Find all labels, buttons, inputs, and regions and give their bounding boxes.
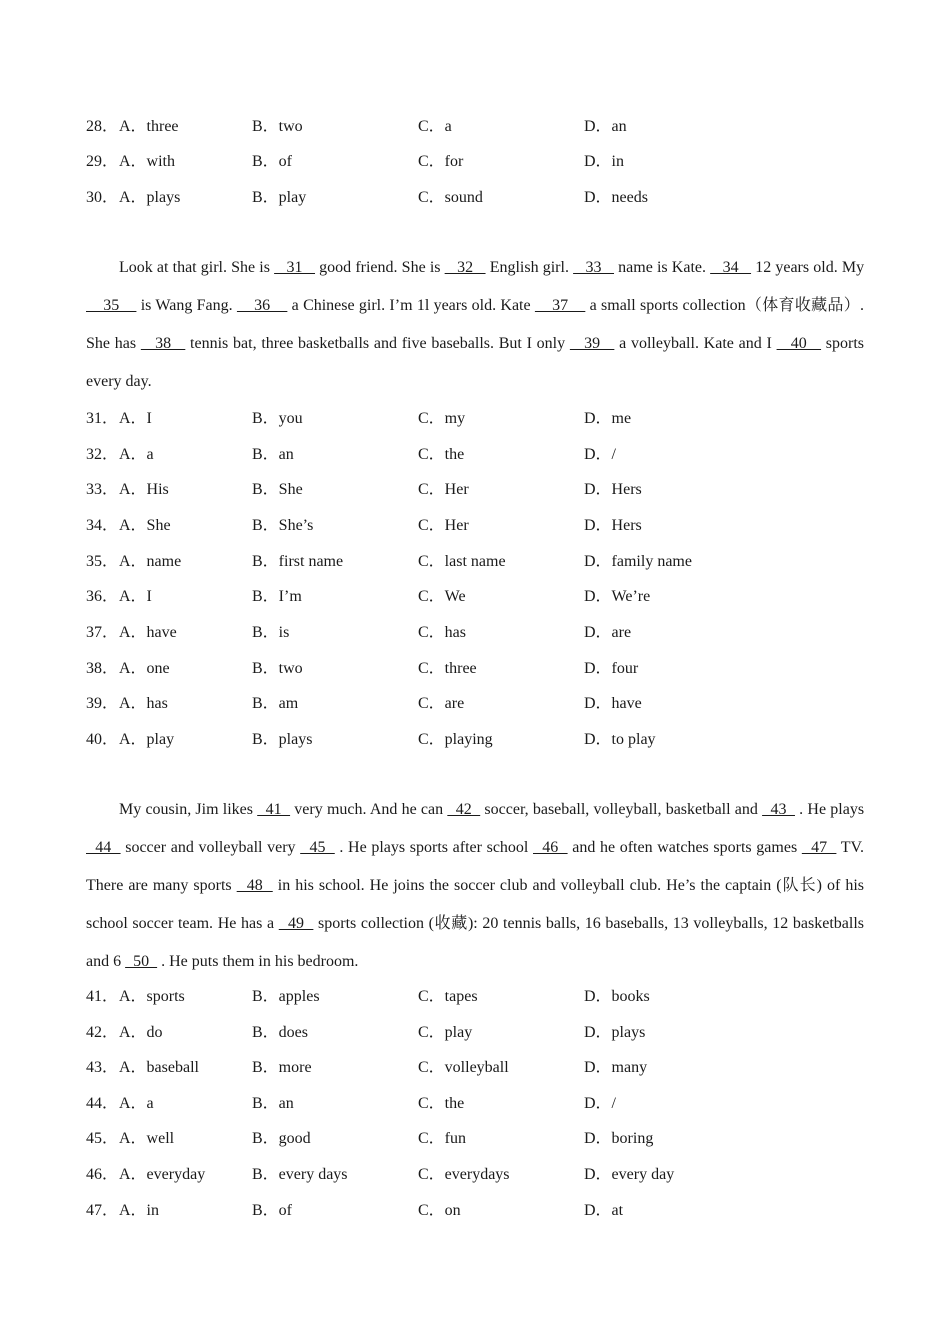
option-a: A．I <box>119 410 152 427</box>
passage-jim <box>86 791 864 981</box>
question-number: 40． <box>86 731 119 748</box>
option-c: C．are <box>418 695 465 712</box>
blank-32: 32 <box>444 259 486 276</box>
question-number: 41． <box>86 988 119 1005</box>
question-number: 28． <box>86 118 119 135</box>
passage-text: English girl. <box>485 259 574 276</box>
option-a: A．I <box>119 588 152 605</box>
option-c: C．for <box>418 153 464 170</box>
option-a: A．have <box>119 624 177 641</box>
option-d: D．We’re <box>584 588 651 605</box>
passage-text: good friend. She is <box>315 259 445 276</box>
option-d: D．to play <box>584 731 656 748</box>
option-a: A．with <box>119 153 176 170</box>
passage-text: soccer, baseball, volleyball, basketball and <box>480 801 763 818</box>
question-number: 34． <box>86 517 119 534</box>
passage-paragraph <box>86 249 864 401</box>
option-a: A．a <box>119 1095 154 1112</box>
passage-text: and he often watches sports games <box>567 839 802 856</box>
question-number: 35． <box>86 553 119 570</box>
option-d: D．at <box>584 1202 624 1219</box>
option-c: C．fun <box>418 1130 467 1147</box>
option-d: D．needs <box>584 189 648 206</box>
passage-text: Look at that girl. She is <box>119 259 275 276</box>
option-b: B．I’m <box>252 588 302 605</box>
option-a: A．baseball <box>119 1059 199 1076</box>
option-b: B．an <box>252 446 294 463</box>
question-row <box>86 115 866 139</box>
question-row <box>86 443 866 467</box>
blank-46: 46 <box>533 839 568 856</box>
question-number: 45． <box>86 1130 119 1147</box>
question-row <box>86 478 866 502</box>
blank-36: 36 <box>236 297 288 314</box>
option-b: B．She’s <box>252 517 314 534</box>
option-d: D．are <box>584 624 632 641</box>
question-row <box>86 585 866 609</box>
question-row <box>86 657 866 681</box>
passage-text: TV. There are many sports <box>86 839 865 894</box>
option-d: D．/ <box>584 1095 617 1112</box>
question-row <box>86 1163 866 1187</box>
option-b: B．of <box>252 1202 293 1219</box>
blank-39: 39 <box>569 335 615 352</box>
option-d: D．have <box>584 695 642 712</box>
question-row <box>86 150 866 174</box>
blank-37: 37 <box>534 297 586 314</box>
option-d: D．books <box>584 988 650 1005</box>
passage-text: My cousin, Jim likes <box>119 801 258 818</box>
question-number: 36． <box>86 588 119 605</box>
passage-text: name is Kate. <box>614 259 711 276</box>
option-d: D．in <box>584 153 625 170</box>
question-number: 42． <box>86 1024 119 1041</box>
passage-paragraph <box>86 791 864 981</box>
option-b: B．two <box>252 660 303 677</box>
option-a: A．She <box>119 517 171 534</box>
option-b: B．two <box>252 118 303 135</box>
option-c: C．everydays <box>418 1166 510 1183</box>
option-d: D．family name <box>584 553 692 570</box>
option-c: C．a <box>418 118 452 135</box>
option-a: A．His <box>119 481 169 498</box>
blank-40: 40 <box>776 335 822 352</box>
option-b: B．is <box>252 624 290 641</box>
question-number: 30． <box>86 189 119 206</box>
question-row <box>86 514 866 538</box>
option-c: C．Her <box>418 517 469 534</box>
option-a: A．plays <box>119 189 181 206</box>
option-d: D．four <box>584 660 639 677</box>
option-a: A．three <box>119 118 179 135</box>
blank-42: 42 <box>447 801 481 818</box>
option-c: C．on <box>418 1202 461 1219</box>
option-b: B．you <box>252 410 303 427</box>
passage-text: tennis bat, three basketballs and five baseballs. But I only <box>185 335 570 352</box>
option-a: A．a <box>119 446 154 463</box>
option-b: B．more <box>252 1059 312 1076</box>
blank-45: 45 <box>300 839 335 856</box>
option-b: B．plays <box>252 731 313 748</box>
option-b: B．She <box>252 481 303 498</box>
passage-text: is Wang Fang. <box>136 297 237 314</box>
option-c: C．play <box>418 1024 473 1041</box>
passage-text: . He plays sports after school <box>334 839 534 856</box>
question-number: 43． <box>86 1059 119 1076</box>
blank-44: 44 <box>86 839 121 856</box>
option-c: C．tapes <box>418 988 478 1005</box>
question-number: 44． <box>86 1095 119 1112</box>
option-a: A．play <box>119 731 175 748</box>
option-c: C．the <box>418 446 465 463</box>
question-row <box>86 407 866 431</box>
option-c: C．playing <box>418 731 493 748</box>
option-a: A．in <box>119 1202 160 1219</box>
blank-38: 38 <box>140 335 186 352</box>
question-row <box>86 186 866 210</box>
option-b: B．first name <box>252 553 344 570</box>
blank-41: 41 <box>257 801 291 818</box>
option-c: C．last name <box>418 553 506 570</box>
option-c: C．the <box>418 1095 465 1112</box>
option-b: B．apples <box>252 988 320 1005</box>
passage-text: sports collection (收藏): 20 tennis balls, 16 baseballs, 13 volleyballs, 12 basketballs and 6 <box>86 915 865 970</box>
option-d: D．an <box>584 118 627 135</box>
option-a: A．well <box>119 1130 175 1147</box>
option-d: D．plays <box>584 1024 646 1041</box>
question-row <box>86 692 866 716</box>
question-row <box>86 985 866 1009</box>
passage-text: a volleyball. Kate and I <box>614 335 777 352</box>
blank-47: 47 <box>801 839 837 856</box>
blank-35: 35 <box>86 297 137 314</box>
option-a: A．name <box>119 553 182 570</box>
blank-50: 50 <box>125 953 158 970</box>
option-c: C．volleyball <box>418 1059 509 1076</box>
option-a: A．one <box>119 660 170 677</box>
question-number: 47． <box>86 1202 119 1219</box>
question-number: 33． <box>86 481 119 498</box>
option-b: B．am <box>252 695 299 712</box>
passage-text: in his school. He joins the soccer club and volleyball club. He’s the captain (队长) of his school soccer team. He has a <box>86 877 865 932</box>
passage-text: . He puts them in his bedroom. <box>157 953 359 970</box>
blank-33: 33 <box>573 259 615 276</box>
option-c: C．three <box>418 660 477 677</box>
option-a: A．everyday <box>119 1166 206 1183</box>
question-row <box>86 1199 866 1223</box>
option-c: C．Her <box>418 481 469 498</box>
option-b: B．every days <box>252 1166 348 1183</box>
passage-text: very much. And he can <box>290 801 448 818</box>
passage-text: a small sports collection（体育收藏品）. She has <box>86 297 865 352</box>
passage-text: a Chinese girl. I’m 1l years old. Kate <box>287 297 535 314</box>
passage-text: . He plays <box>794 801 865 818</box>
option-d: D．Hers <box>584 517 642 534</box>
blank-49: 49 <box>278 915 314 932</box>
question-number: 37． <box>86 624 119 641</box>
question-row <box>86 621 866 645</box>
option-d: D．me <box>584 410 632 427</box>
blank-48: 48 <box>236 877 273 894</box>
option-c: C．We <box>418 588 466 605</box>
question-row <box>86 1127 866 1151</box>
passage-text: soccer and volleyball very <box>120 839 301 856</box>
option-b: B．of <box>252 153 293 170</box>
option-d: D．boring <box>584 1130 654 1147</box>
option-b: B．good <box>252 1130 311 1147</box>
option-d: D．Hers <box>584 481 642 498</box>
option-c: C．has <box>418 624 467 641</box>
option-a: A．has <box>119 695 168 712</box>
question-number: 46． <box>86 1166 119 1183</box>
question-row <box>86 1021 866 1045</box>
question-row <box>86 728 866 752</box>
question-row <box>86 1092 866 1116</box>
question-row <box>86 1056 866 1080</box>
passage-kate <box>86 249 864 401</box>
question-number: 29． <box>86 153 119 170</box>
question-number: 31． <box>86 410 119 427</box>
question-row <box>86 550 866 574</box>
blank-34: 34 <box>710 259 752 276</box>
option-d: D．every day <box>584 1166 675 1183</box>
option-c: C．my <box>418 410 466 427</box>
option-b: B．play <box>252 189 307 206</box>
option-d: D．many <box>584 1059 648 1076</box>
passage-text: sports every day. <box>86 335 865 390</box>
question-number: 32． <box>86 446 119 463</box>
option-d: D．/ <box>584 446 617 463</box>
question-number: 38． <box>86 660 119 677</box>
passage-text: 12 years old. My <box>751 259 865 276</box>
option-a: A．do <box>119 1024 163 1041</box>
blank-31: 31 <box>274 259 316 276</box>
blank-43: 43 <box>762 801 795 818</box>
option-b: B．does <box>252 1024 309 1041</box>
option-c: C．sound <box>418 189 483 206</box>
option-a: A．sports <box>119 988 185 1005</box>
option-b: B．an <box>252 1095 294 1112</box>
question-number: 39． <box>86 695 119 712</box>
